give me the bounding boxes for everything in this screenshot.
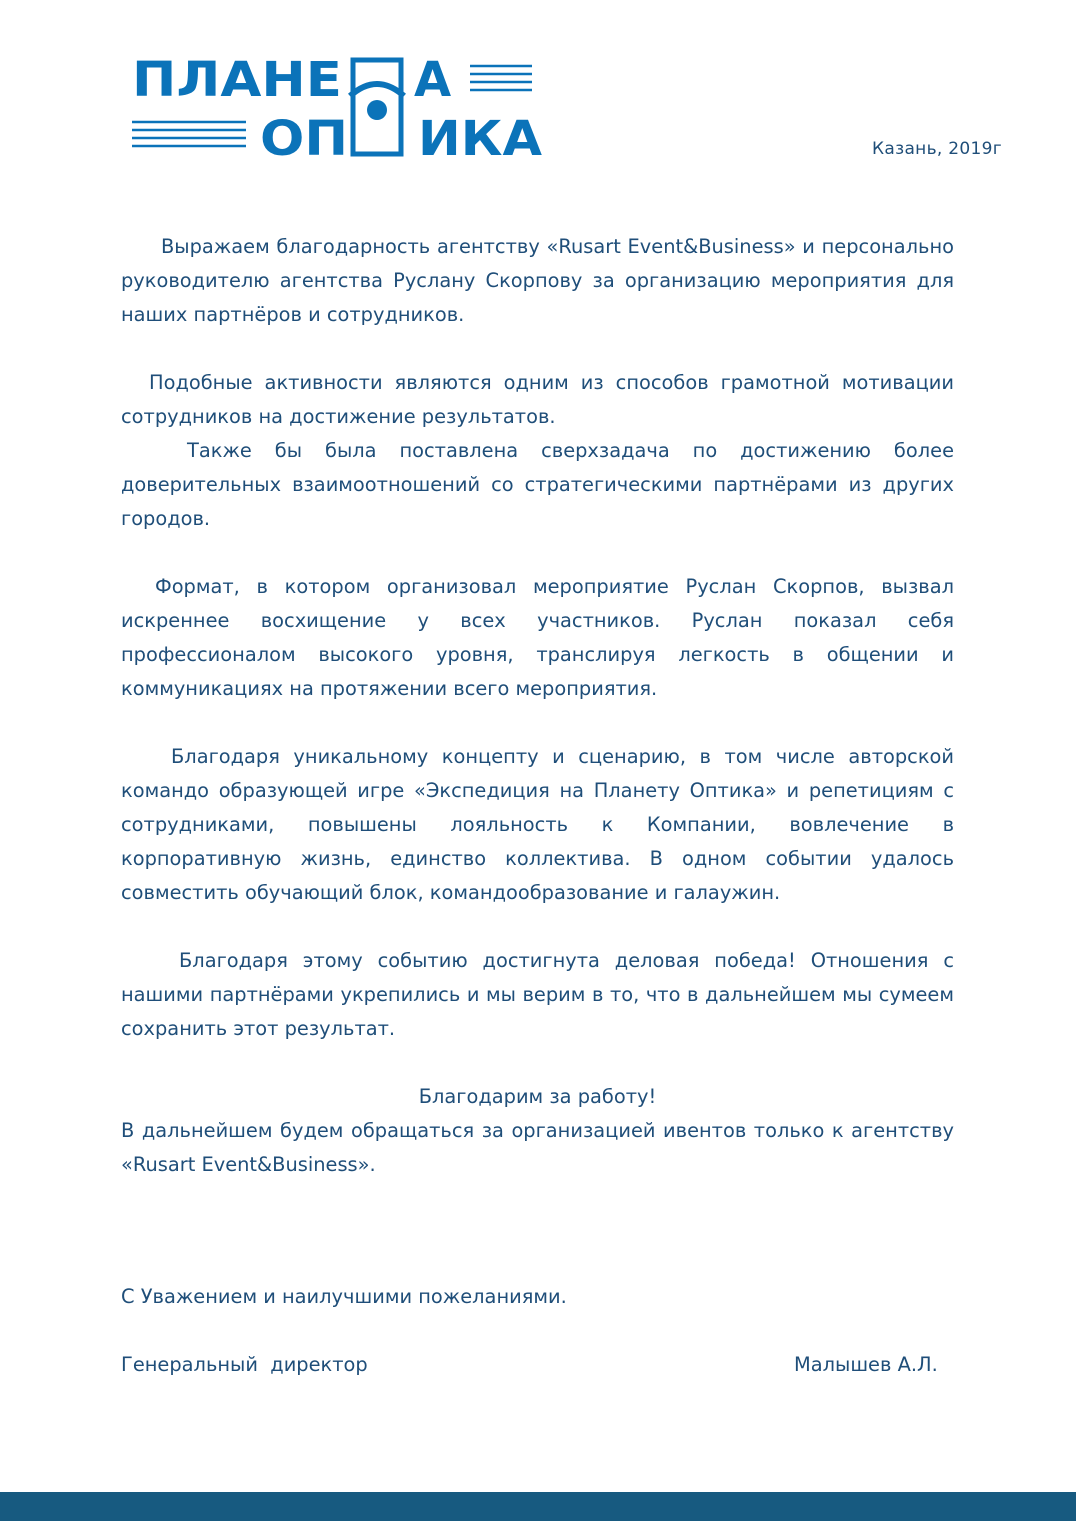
company-logo: [128, 52, 548, 162]
paragraph-victory: Благодаря этому событию достигнута деловая победа! Отношения с нашими партнёрами укрепились и мы верим в то, что в дальнейшем мы сумеем сохранить этот результат.: [121, 949, 954, 1040]
signatory-name: Малышев А.Л.: [794, 1353, 938, 1376]
paragraph-format: Формат, в котором организовал мероприятие Руслан Скорпов, вызвал искреннее восхищение у всех участников. Руслан показал себя профессионалом высокого уровня, транслируя легкость в общении и коммуникациях на протяжении всего мероприятия.: [121, 575, 954, 700]
paragraph-motivation: Подобные активности являются одним из способов грамотной мотивации сотрудников на достижение результатов.: [121, 371, 954, 428]
signatory-position: Генеральный директор: [121, 1353, 368, 1376]
closing-regards: С Уважением и наилучшими пожеланиями.: [121, 1285, 567, 1308]
svg-text:А: А: [414, 52, 452, 108]
svg-text:ИКА: ИКА: [418, 111, 542, 162]
paragraph-concept: Благодаря уникальному концепту и сценарию, в том числе авторской командо образующей игре «Экспедиция на Планету Оптика» и репетициям с сотрудниками, повышены лояльность к Компании, вовлечение в корпоративную жизнь, единство коллектива. В одном событии удалось совместить обучающий блок, командообразование и галаужин.: [121, 745, 954, 904]
paragraph-superobjective: Также бы была поставлена сверхзадача по достижению более доверительных взаимоотношений со стратегическими партнёрами из других городов.: [121, 439, 954, 530]
footer-bar: [0, 1492, 1076, 1521]
letter-body: [121, 230, 954, 1182]
svg-text:ОП: ОП: [260, 111, 348, 162]
paragraph-future: В дальнейшем будем обращаться за организацией ивентов только к агентству «Rusart Event&Business».: [121, 1119, 954, 1176]
paragraph-gratitude: Выражаем благодарность агентству «Rusart Event&Business» и персонально руководителю агентства Руслану Скорпову за организацию мероприятия для наших партнёров и сотрудников.: [121, 235, 954, 326]
city-date: Казань, 2019г: [872, 139, 1002, 159]
svg-text:ПЛАНЕ: ПЛАНЕ: [132, 52, 342, 108]
thanks-line: Благодарим за работу!: [418, 1085, 657, 1108]
